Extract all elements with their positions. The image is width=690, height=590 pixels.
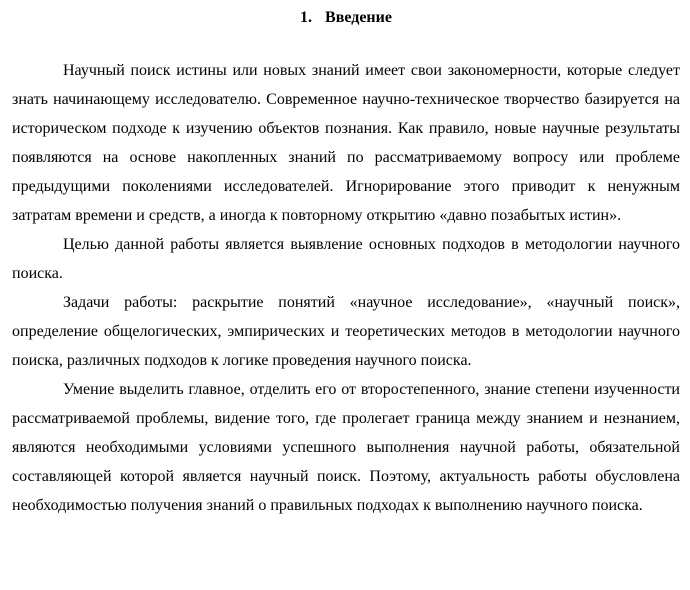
- document-page: [12, 0, 680, 520]
- document-body: [12, 56, 680, 520]
- paragraph-relevance: Умение выделить главное, отделить его от второстепенного, знание степени изученности рассматриваемой проблемы, видение того, где пролегает граница между знанием и незнанием, являются необходимыми условиями успешного выполнения научной работы, обязательной составляющей которой является научный поиск. Поэтому, актуальность работы обусловлена необходимостью получения знаний о правильных подходах к выполнению научного поиска.: [12, 381, 680, 514]
- section-number: 1.: [300, 9, 313, 26]
- section-title: Введение: [325, 9, 392, 26]
- section-heading: [12, 0, 680, 29]
- paragraph-tasks: Задачи работы: раскрытие понятий «научное исследование», «научный поиск», определение общелогических, эмпирических и теоретических методов в методологии научного поиска, различных подходов к логике проведения научного поиска.: [12, 294, 680, 369]
- paragraph-goal: Целью данной работы является выявление основных подходов в методологии научного поиска.: [12, 236, 680, 282]
- paragraph-introduction: Научный поиск истины или новых знаний имеет свои закономерности, которые следует знать начинающему исследователю. Современное научно-техническое творчество базируется на историческом подходе к изучению объектов познания. Как правило, новые научные результаты появляются на основе накопленных знаний по рассматриваемому вопросу или проблеме предыдущими поколениями исследователей. Игнорирование этого приводит к ненужным затратам времени и средств, а иногда к повторному открытию «давно позабытых истин».: [12, 62, 680, 224]
